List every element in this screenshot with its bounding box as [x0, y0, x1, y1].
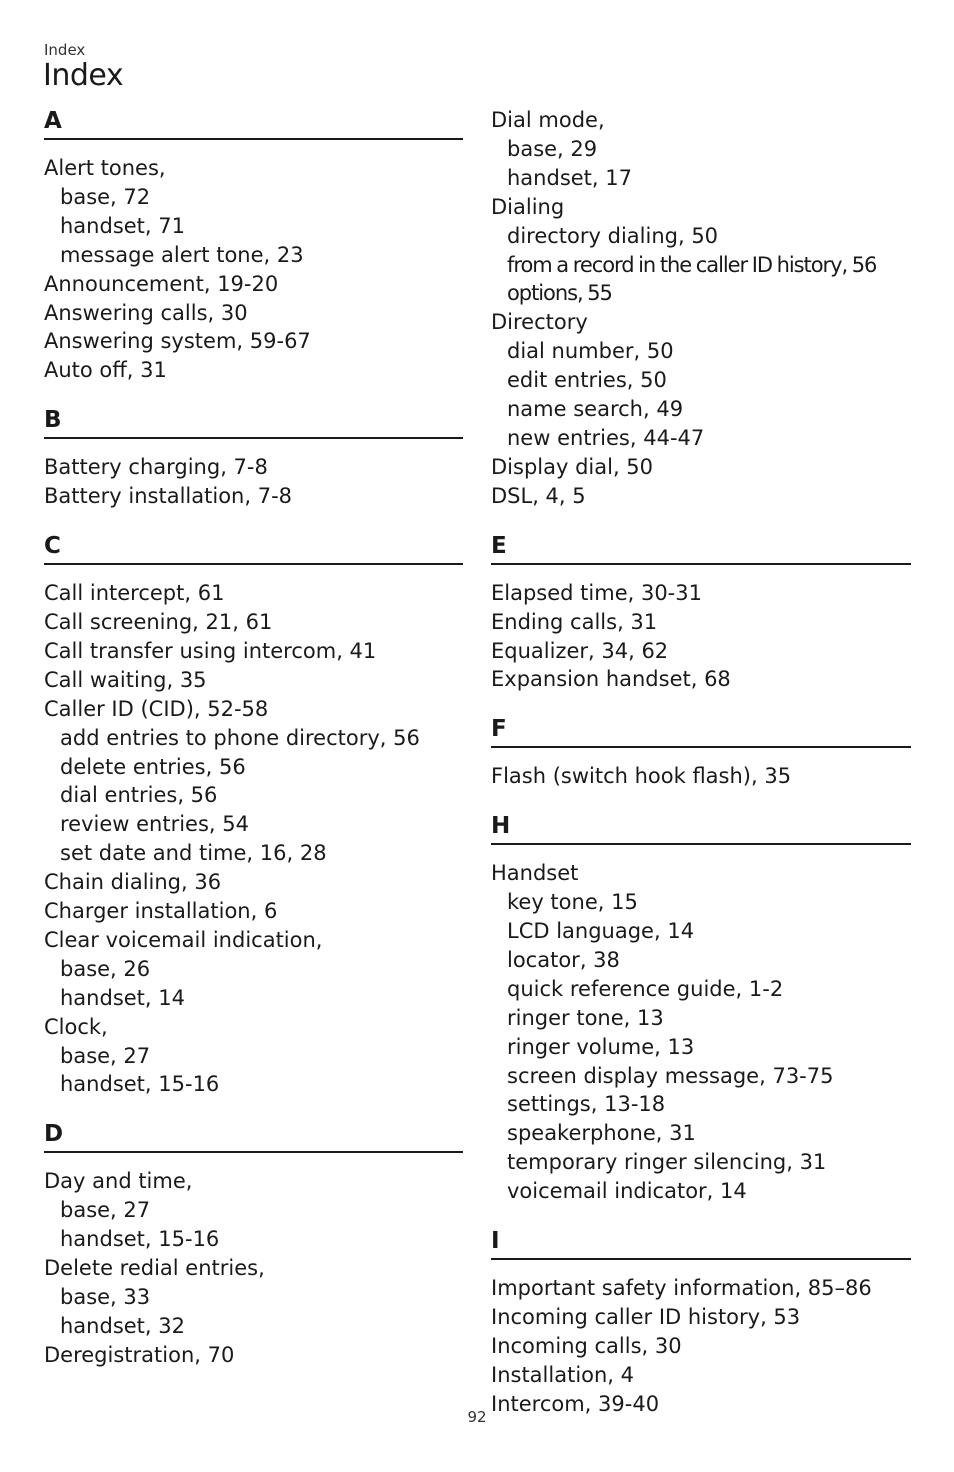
index-entry: Battery installation, 7-8 — [44, 484, 293, 509]
index-subentry: LCD language, 14 — [507, 919, 695, 944]
index-subentry: from a record in the caller ID history, 56 — [507, 252, 877, 277]
index-entry: Clear voicemail indication, — [44, 927, 323, 952]
index-entry: Installation, 4 — [491, 1362, 635, 1387]
index-subentry: options, 55 — [507, 281, 612, 306]
index-subentry: edit entries, 50 — [507, 368, 667, 393]
section-letter-heading: F — [491, 714, 911, 748]
index-entry: Charger installation, 6 — [44, 899, 278, 924]
index-subentry: screen display message, 73-75 — [507, 1063, 834, 1088]
index-subentry: base, 33 — [60, 1285, 151, 1309]
index-subentry: speakerphone, 31 — [507, 1121, 696, 1146]
index-section-c — [44, 531, 463, 1099]
index-subentry: base, 27 — [60, 1043, 151, 1068]
index-entry: Important safety information, 85–86 — [491, 1276, 872, 1301]
index-entry: Directory — [491, 310, 588, 335]
index-subentry: handset, 71 — [60, 213, 185, 238]
index-entry: Call transfer using intercom, 41 — [44, 638, 377, 663]
index-section-d — [44, 1119, 463, 1369]
index-entry: Dialing — [491, 194, 565, 219]
index-entry: DSL, 4, 5 — [491, 483, 586, 508]
index-entry: Dial mode, — [491, 108, 605, 132]
index-entry: Answering system, 59-67 — [44, 329, 311, 354]
index-entry: Handset — [491, 861, 579, 886]
index-entry: Flash (switch hook flash), 35 — [491, 764, 792, 789]
index-entry: Intercom, 39-40 — [491, 1391, 660, 1416]
index-entry: Call intercept, 61 — [44, 581, 225, 606]
index-subentry: add entries to phone directory, 56 — [60, 725, 420, 750]
index-subentry: dial number, 50 — [507, 339, 674, 364]
index-column-right — [491, 106, 911, 1439]
index-subentry: handset, 32 — [60, 1313, 185, 1338]
section-letter-heading: A — [44, 106, 463, 140]
index-entry: Ending calls, 31 — [491, 609, 658, 634]
index-entry: Chain dialing, 36 — [44, 870, 222, 895]
section-letter-heading: D — [44, 1119, 463, 1153]
index-subentry: voicemail indicator, 14 — [507, 1179, 747, 1204]
section-letter-heading: H — [491, 811, 911, 845]
index-subentry: base, 72 — [60, 184, 151, 209]
index-subentry: ringer volume, 13 — [507, 1034, 695, 1059]
index-subentry: message alert tone, 23 — [60, 242, 304, 267]
index-subentry: base, 29 — [507, 136, 598, 161]
index-entry: Clock, — [44, 1014, 108, 1039]
index-section-e — [491, 531, 911, 695]
section-letter-heading: E — [491, 531, 911, 565]
index-entry: Caller ID (CID), 52-58 — [44, 696, 269, 721]
index-entry: Display dial, 50 — [491, 454, 654, 479]
index-entry: Battery charging, 7-8 — [44, 455, 268, 480]
index-section-a — [44, 106, 463, 385]
index-column-left — [44, 106, 463, 1390]
section-letter-heading: C — [44, 531, 463, 565]
index-subentry: settings, 13-18 — [507, 1092, 666, 1117]
index-entry: Expansion handset, 68 — [491, 667, 731, 692]
index-subentry: base, 26 — [60, 956, 151, 981]
index-section-i — [491, 1226, 911, 1419]
index-subentry: set date and time, 16, 28 — [60, 841, 327, 866]
index-section-h — [491, 811, 911, 1206]
index-entry: Incoming caller ID history, 53 — [491, 1305, 801, 1329]
index-subentry: review entries, 54 — [60, 812, 249, 837]
index-section-b — [44, 405, 463, 511]
index-entry: Announcement, 19-20 — [44, 271, 279, 296]
index-subentry: handset, 17 — [507, 165, 632, 190]
index-subentry: ringer tone, 13 — [507, 1005, 664, 1030]
index-subentry: handset, 14 — [60, 985, 185, 1010]
index-section-continued — [491, 106, 911, 511]
index-entry: Deregistration, 70 — [44, 1342, 235, 1367]
index-entry: Elapsed time, 30-31 — [491, 580, 702, 605]
index-subentry: key tone, 15 — [507, 890, 638, 915]
index-subentry: name search, 49 — [507, 397, 684, 422]
index-subentry: handset, 15-16 — [60, 1072, 220, 1097]
index-subentry: directory dialing, 50 — [507, 223, 719, 248]
running-head: Index — [44, 41, 86, 59]
index-entry: Answering calls, 30 — [44, 300, 248, 325]
index-subentry: handset, 15-16 — [60, 1227, 220, 1252]
index-subentry: locator, 38 — [507, 947, 620, 972]
section-letter-heading: B — [44, 405, 463, 439]
index-subentry: base, 27 — [60, 1198, 151, 1223]
index-entry: Call screening, 21, 61 — [44, 609, 273, 634]
section-letter-heading: I — [491, 1226, 911, 1260]
page-title: Index — [43, 58, 124, 93]
index-subentry: temporary ringer silencing, 31 — [507, 1150, 827, 1175]
index-entry: Incoming calls, 30 — [491, 1333, 682, 1358]
index-entry: Delete redial entries, — [44, 1256, 265, 1281]
index-subentry: quick reference guide, 1-2 — [507, 976, 784, 1001]
index-entry: Call waiting, 35 — [44, 667, 207, 692]
index-section-f — [491, 714, 911, 791]
index-entry: Day and time, — [44, 1169, 193, 1194]
index-entry: Auto off, 31 — [44, 358, 167, 383]
index-subentry: dial entries, 56 — [60, 783, 218, 808]
index-entry: Equalizer, 34, 62 — [491, 638, 669, 663]
index-subentry: delete entries, 56 — [60, 754, 246, 779]
page-number: 92 — [467, 1408, 487, 1426]
index-entry: Alert tones, — [44, 156, 166, 180]
index-subentry: new entries, 44-47 — [507, 425, 705, 450]
